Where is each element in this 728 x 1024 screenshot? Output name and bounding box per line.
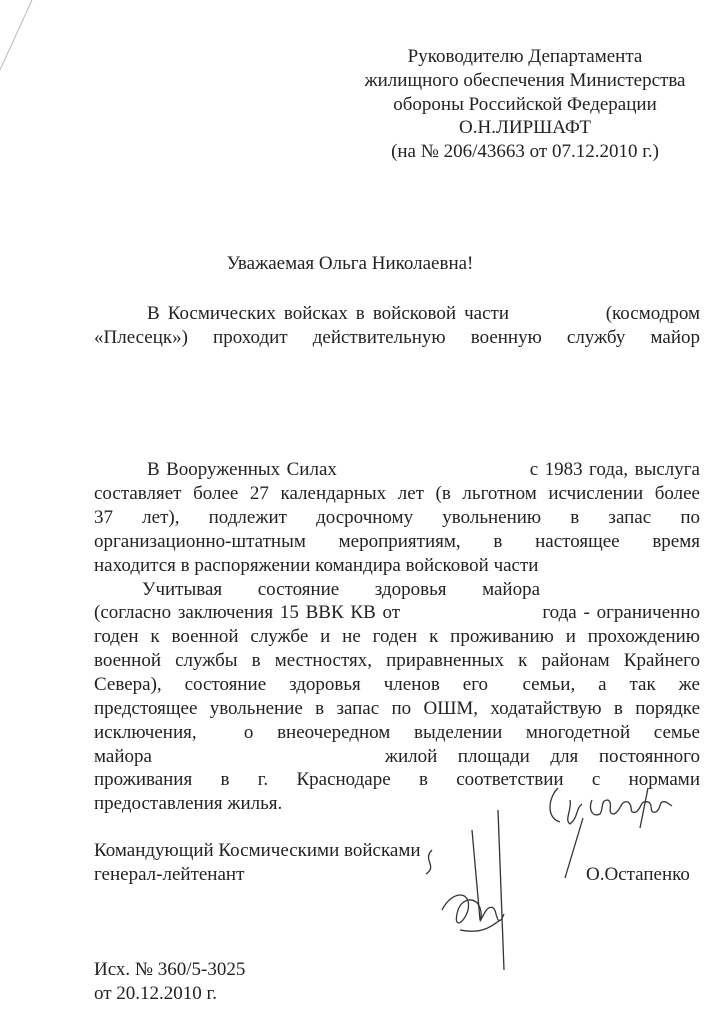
paragraph-line: В Вооруженных Силах с 1983 года, выслуга <box>147 459 700 480</box>
paragraph-line: майора жилой площади для постоянного <box>94 746 700 767</box>
outgoing-number: Исх. № 360/5-3025 <box>94 959 246 980</box>
addressee-line: жилищного обеспечения Министерства <box>364 70 686 91</box>
outgoing-date: от 20.12.2010 г. <box>94 983 217 1004</box>
paragraph-line: предоставления жилья. <box>94 793 283 814</box>
handwritten-signature-icon <box>420 770 728 970</box>
paragraph-line: проживания в г. Краснодаре в соответствии с нормами <box>94 769 700 790</box>
scan-edge-mark-icon <box>0 0 40 80</box>
addressee-line: (на № 206/43663 от 07.12.2010 г.) <box>391 141 659 162</box>
greeting: Уважаемая Ольга Николаевна! <box>226 253 474 274</box>
paragraph-line: В Космических войсках в войсковой части (космодром <box>147 303 700 324</box>
paragraph-line: исключения, о внеочередном выделении многодетной семье <box>94 722 700 743</box>
addressee-line: О.Н.ЛИРШАФТ <box>459 117 591 138</box>
paragraph-line: находится в распоряжении командира войсковой части <box>94 555 539 576</box>
paragraph-line: предстоящее увольнение в запас по ОШМ, ходатайствую в порядке <box>94 698 700 719</box>
signer-name: О.Остапенко <box>586 864 690 885</box>
paragraph-line: «Плесецк») проходит действительную военную службу майор <box>94 327 700 348</box>
paragraph-line: годен к военной службе и не годен к проживанию и прохождению <box>94 626 700 647</box>
paragraph-line: (согласно заключения 15 ВВК КВ от года - ограниченно <box>94 602 700 623</box>
addressee-line: обороны Российской Федерации <box>393 94 657 115</box>
addressee-line: Руководителю Департамента <box>407 46 643 67</box>
paragraph-line: Учитывая состояние здоровья майора <box>142 579 540 600</box>
paragraph-line: военной службы в местностях, приравненных к районам Крайнего <box>94 650 700 671</box>
paragraph-line: организационно-штатным мероприятиям, в настоящее время <box>94 531 700 552</box>
paragraph-line: 37 лет), подлежит досрочному увольнению в запас по <box>94 507 700 528</box>
signer-position: Командующий Космическими войсками <box>94 840 421 861</box>
signer-rank: генерал-лейтенант <box>94 864 245 885</box>
paragraph-line: Севера), состояние здоровья членов его семьи, а так же <box>94 674 700 695</box>
paragraph-line: составляет более 27 календарных лет (в льготном исчислении более <box>94 483 700 504</box>
